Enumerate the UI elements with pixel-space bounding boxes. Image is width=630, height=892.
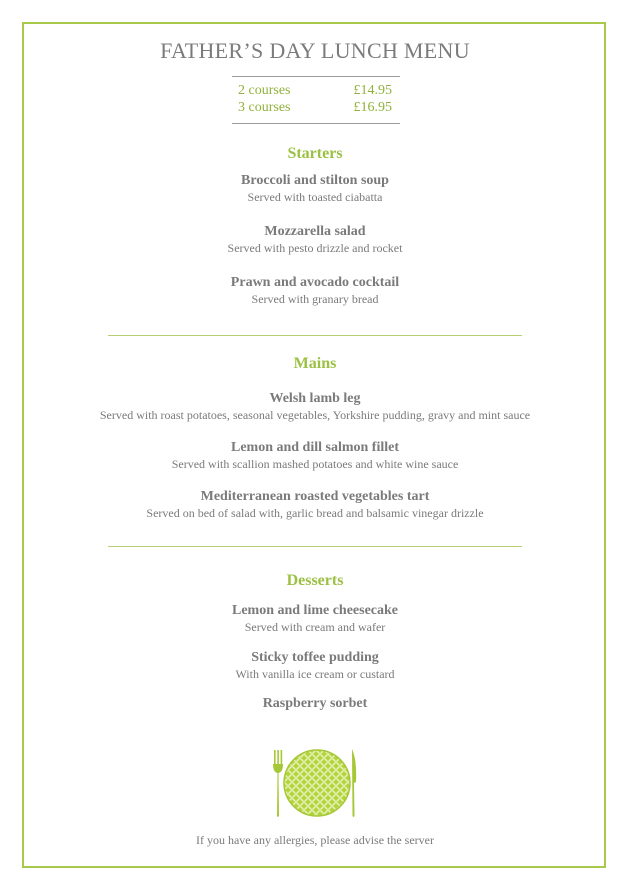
menu-item-name: Prawn and avocado cocktail: [230, 275, 400, 290]
plate-fork-knife-icon: [268, 746, 362, 820]
section-divider: [108, 335, 522, 336]
menu-item-description: Served with granary bread: [251, 292, 379, 306]
menu-item-name: Mediterranean roasted vegetables tart: [200, 489, 430, 504]
menu-item-name: Broccoli and stilton soup: [241, 173, 389, 188]
menu-item-name: Mozzarella salad: [264, 224, 366, 239]
menu-item-description: Served on bed of salad with, garlic bread and balsamic vinegar drizzle: [146, 506, 484, 520]
section-divider: [108, 546, 522, 547]
section-heading-starters: Starters: [287, 145, 343, 162]
menu-item-description: Served with toasted ciabatta: [247, 190, 383, 204]
menu-item-name: Lemon and lime cheesecake: [231, 603, 399, 618]
price-label: 2 courses: [238, 83, 291, 98]
section-heading-desserts: Desserts: [286, 572, 344, 589]
price-value: £16.95: [353, 100, 392, 115]
menu-item-description: Served with scallion mashed potatoes and white wine sauce: [171, 457, 459, 471]
section-heading-mains: Mains: [293, 355, 337, 372]
menu-title: FATHER’S DAY LUNCH MENU: [160, 38, 470, 63]
menu-item-description: Served with cream and wafer: [244, 620, 386, 634]
menu-item-name: Sticky toffee pudding: [251, 650, 379, 665]
price-value: £14.95: [353, 83, 392, 98]
menu-item-description: Served with roast potatoes, seasonal vegetables, Yorkshire pudding, gravy and mint sauce: [99, 408, 531, 422]
price-box: [232, 76, 400, 124]
price-label: 3 courses: [238, 100, 291, 115]
allergy-notice: If you have any allergies, please advise the server: [195, 833, 434, 847]
menu-item-description: Served with pesto drizzle and rocket: [227, 241, 403, 255]
menu-item-name: Raspberry sorbet: [262, 696, 368, 711]
menu-item-name: Lemon and dill salmon fillet: [230, 440, 400, 455]
menu-item-description: With vanilla ice cream or custard: [235, 667, 395, 681]
menu-item-name: Welsh lamb leg: [269, 391, 361, 406]
